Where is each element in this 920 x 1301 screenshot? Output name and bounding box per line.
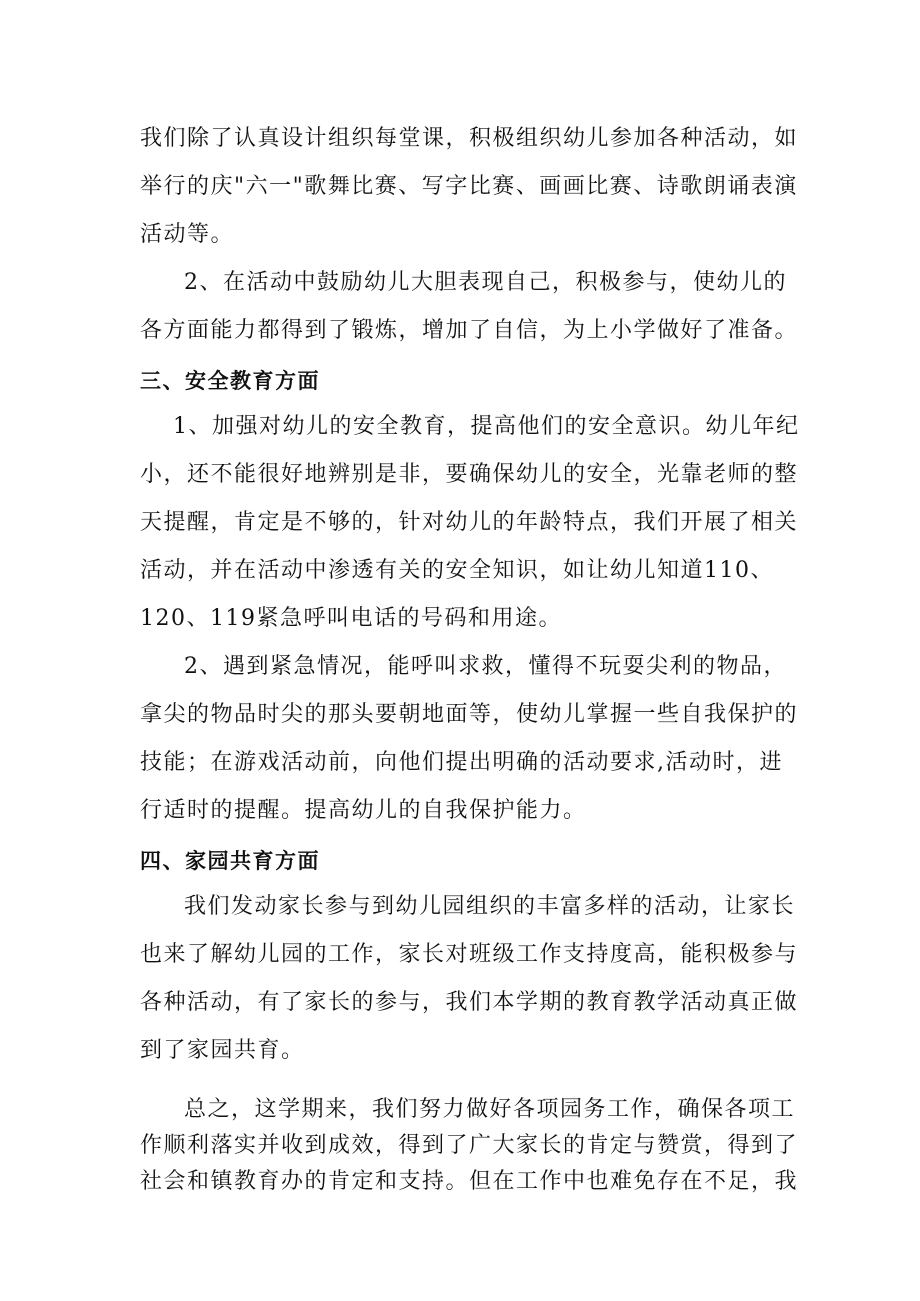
text-line: 2、遇到紧急情况，能呼叫求救，懂得不玩耍尖利的物品， <box>184 654 787 679</box>
text-line: 社会和镇教育办的肯定和支持。但在工作中也难免存在不足，我 <box>140 1169 799 1194</box>
text-line: 1、加强对幼儿的安全教育，提高他们的安全意识。幼儿年纪 <box>173 414 800 439</box>
text-line: 小，还不能很好地辨别是非，要确保幼儿的安全，光靠老师的整 <box>140 462 799 487</box>
text-line: 活动，并在活动中渗透有关的安全知识，如让幼儿知道110、 <box>140 558 774 583</box>
text-line: 我们除了认真设计组织每堂课，积极组织幼儿参加各种活动，如 <box>140 126 799 151</box>
paragraph-emergency <box>140 643 799 835</box>
paragraph-encourage <box>140 259 799 355</box>
paragraph-summary <box>140 1092 799 1200</box>
text-line: 各种活动，有了家长的参与，我们本学期的教育教学活动真正做 <box>140 990 799 1015</box>
text-line: 我们发动家长参与到幼儿园组织的丰富多样的活动，让家长 <box>184 894 796 919</box>
paragraph-parents <box>140 883 799 1075</box>
section-heading-home-school: 四、家园共育方面 <box>140 849 320 873</box>
text-line: 到了家园共育。 <box>140 1038 305 1063</box>
text-line: 总之，这学期来，我们努力做好各项园务工作，确保各项工 <box>184 1097 796 1122</box>
paragraph-activities <box>140 115 799 259</box>
text-line: 也来了解幼儿园的工作，家长对班级工作支持度高，能积极参与 <box>140 942 799 967</box>
text-line: 各方面能力都得到了锻炼，增加了自信，为上小学做好了准备。 <box>140 318 799 343</box>
text-line: 作顺利落实并收到成效，得到了广大家长的肯定与赞赏，得到了 <box>140 1133 799 1158</box>
text-line: 2、在活动中鼓励幼儿大胆表现自己，积极参与，使幼儿的 <box>184 270 787 295</box>
text-line: 技能；在游戏活动前，向他们提出明确的活动要求,活动时，进 <box>140 750 783 775</box>
text-line: 拿尖的物品时尖的那头要朝地面等，使幼儿掌握一些自我保护的 <box>140 702 799 727</box>
text-line: 举行的庆"六一"歌舞比赛、写字比赛、画画比赛、诗歌朗诵表演 <box>140 174 798 199</box>
paragraph-safety-education <box>140 403 800 643</box>
text-line: 活动等。 <box>140 222 235 247</box>
text-line: 行适时的提醒。提高幼儿的自我保护能力。 <box>140 798 587 823</box>
section-heading-safety: 三、安全教育方面 <box>140 369 320 393</box>
text-line: 天提醒，肯定是不够的，针对幼儿的年龄特点，我们开展了相关 <box>140 510 799 535</box>
text-line: 120、119紧急呼叫电话的号码和用途。 <box>140 606 562 631</box>
